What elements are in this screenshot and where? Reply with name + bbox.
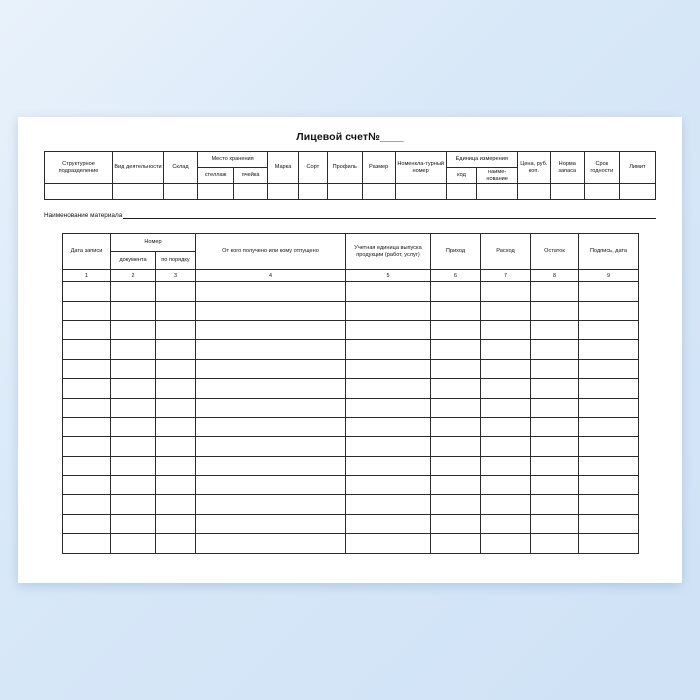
table-cell[interactable] xyxy=(579,282,639,301)
header-attributes-table xyxy=(44,151,656,200)
material-name-label: Наименование материала xyxy=(44,212,123,220)
table-cell[interactable] xyxy=(196,534,346,553)
table-cell[interactable] xyxy=(346,417,431,436)
table-cell[interactable] xyxy=(346,456,431,475)
header-blank-cell xyxy=(446,184,477,200)
table-row[interactable] xyxy=(63,301,639,320)
table-cell[interactable] xyxy=(196,379,346,398)
table-cell[interactable] xyxy=(156,282,196,301)
table-cell[interactable] xyxy=(111,340,156,359)
table-cell[interactable] xyxy=(346,476,431,495)
col-grade: Сорт xyxy=(298,152,327,184)
table-cell[interactable] xyxy=(579,320,639,339)
table-cell[interactable] xyxy=(111,534,156,553)
table-cell[interactable] xyxy=(531,417,579,436)
table-row[interactable] xyxy=(63,340,639,359)
table-cell[interactable] xyxy=(156,534,196,553)
table-row[interactable] xyxy=(63,476,639,495)
table-cell[interactable] xyxy=(63,320,111,339)
table-cell[interactable] xyxy=(111,398,156,417)
header-blank-cell xyxy=(362,184,395,200)
table-cell[interactable] xyxy=(63,301,111,320)
table-cell[interactable] xyxy=(63,417,111,436)
col-income: Приход xyxy=(431,234,481,270)
table-cell[interactable] xyxy=(481,379,531,398)
colnum-6: 6 xyxy=(431,270,481,282)
colnum-5: 5 xyxy=(346,270,431,282)
col-unit-code: код xyxy=(446,168,477,184)
table-cell[interactable] xyxy=(156,398,196,417)
table-cell[interactable] xyxy=(196,301,346,320)
document-sheet xyxy=(18,117,682,583)
col-brand: Марка xyxy=(268,152,299,184)
table-row[interactable] xyxy=(63,282,639,301)
table-cell[interactable] xyxy=(346,340,431,359)
table-cell[interactable] xyxy=(111,417,156,436)
table-row[interactable] xyxy=(63,534,639,553)
table-cell[interactable] xyxy=(579,340,639,359)
table-cell[interactable] xyxy=(531,340,579,359)
header-blank-cell xyxy=(327,184,362,200)
table-cell[interactable] xyxy=(346,398,431,417)
colnum-3: 3 xyxy=(156,270,196,282)
table-cell[interactable] xyxy=(63,514,111,533)
table-cell[interactable] xyxy=(531,359,579,378)
table-cell[interactable] xyxy=(431,398,481,417)
col-activity-type: Вид деятельности xyxy=(113,152,164,184)
table-cell[interactable] xyxy=(346,282,431,301)
table-cell[interactable] xyxy=(481,301,531,320)
col-size: Размер xyxy=(362,152,395,184)
table-cell[interactable] xyxy=(481,320,531,339)
table-cell[interactable] xyxy=(531,398,579,417)
table-cell[interactable] xyxy=(111,379,156,398)
table-cell[interactable] xyxy=(196,340,346,359)
table-row[interactable] xyxy=(63,417,639,436)
col-storage-cell: ячейка xyxy=(234,168,268,184)
col-number-group: Номер xyxy=(111,234,196,252)
table-cell[interactable] xyxy=(63,379,111,398)
table-cell[interactable] xyxy=(63,282,111,301)
table-cell[interactable] xyxy=(531,320,579,339)
table-cell[interactable] xyxy=(156,437,196,456)
table-cell[interactable] xyxy=(579,379,639,398)
table-cell[interactable] xyxy=(346,495,431,514)
table-cell[interactable] xyxy=(579,476,639,495)
header-blank-cell xyxy=(164,184,198,200)
header-blank-row xyxy=(45,184,656,200)
ledger-column-numbers-row xyxy=(63,270,639,282)
ledger-header-row-top xyxy=(63,234,639,252)
ledger-table-wrapper xyxy=(62,233,656,553)
colnum-8: 8 xyxy=(531,270,579,282)
col-accounting-unit: Учетная единица выпуска продукции (работ, услуг) xyxy=(346,234,431,270)
table-cell[interactable] xyxy=(481,437,531,456)
col-price: Цена, руб. коп. xyxy=(517,152,550,184)
table-cell[interactable] xyxy=(196,398,346,417)
table-row[interactable] xyxy=(63,456,639,475)
table-cell[interactable] xyxy=(63,398,111,417)
table-cell[interactable] xyxy=(431,320,481,339)
table-cell[interactable] xyxy=(156,379,196,398)
col-unit-of-measure: Единица измерения xyxy=(446,152,517,168)
table-cell[interactable] xyxy=(156,340,196,359)
col-shelf-life: Срок годности xyxy=(584,152,619,184)
table-cell[interactable] xyxy=(346,301,431,320)
table-cell[interactable] xyxy=(346,379,431,398)
table-cell[interactable] xyxy=(579,456,639,475)
table-cell[interactable] xyxy=(346,437,431,456)
col-from-whom-to-whom: От кого получено или кому отпущено xyxy=(196,234,346,270)
table-cell[interactable] xyxy=(579,417,639,436)
table-cell[interactable] xyxy=(196,417,346,436)
table-cell[interactable] xyxy=(63,359,111,378)
table-cell[interactable] xyxy=(431,282,481,301)
table-cell[interactable] xyxy=(111,282,156,301)
colnum-4: 4 xyxy=(196,270,346,282)
table-row[interactable] xyxy=(63,437,639,456)
colnum-2: 2 xyxy=(111,270,156,282)
table-cell[interactable] xyxy=(346,534,431,553)
table-cell[interactable] xyxy=(111,495,156,514)
table-cell[interactable] xyxy=(579,514,639,533)
table-cell[interactable] xyxy=(156,476,196,495)
table-cell[interactable] xyxy=(481,476,531,495)
table-cell[interactable] xyxy=(481,495,531,514)
table-cell[interactable] xyxy=(481,340,531,359)
header-blank-cell xyxy=(45,184,113,200)
material-name-line xyxy=(44,212,656,219)
table-cell[interactable] xyxy=(481,398,531,417)
table-cell[interactable] xyxy=(481,534,531,553)
table-cell[interactable] xyxy=(196,359,346,378)
header-row-top xyxy=(45,152,656,168)
table-cell[interactable] xyxy=(531,437,579,456)
colnum-1: 1 xyxy=(63,270,111,282)
table-cell[interactable] xyxy=(481,417,531,436)
col-nomenclature-number: Номенкла-турный номер xyxy=(395,152,446,184)
header-blank-cell xyxy=(517,184,550,200)
table-cell[interactable] xyxy=(579,534,639,553)
table-row[interactable] xyxy=(63,359,639,378)
table-cell[interactable] xyxy=(156,301,196,320)
table-cell[interactable] xyxy=(111,514,156,533)
header-blank-cell xyxy=(268,184,299,200)
header-blank-cell xyxy=(395,184,446,200)
col-unit-name: наиме-нование xyxy=(477,168,517,184)
table-cell[interactable] xyxy=(196,476,346,495)
header-blank-cell xyxy=(550,184,584,200)
col-storage-rack: стеллаж xyxy=(198,168,234,184)
col-document-number: документа xyxy=(111,252,156,270)
col-warehouse: Склад xyxy=(164,152,198,184)
table-cell[interactable] xyxy=(431,476,481,495)
ledger-body xyxy=(63,282,639,553)
table-cell[interactable] xyxy=(531,495,579,514)
table-cell[interactable] xyxy=(111,320,156,339)
header-blank-cell xyxy=(234,184,268,200)
table-cell[interactable] xyxy=(111,456,156,475)
material-name-rule[interactable] xyxy=(123,212,656,219)
table-cell[interactable] xyxy=(63,495,111,514)
table-cell[interactable] xyxy=(156,320,196,339)
table-cell[interactable] xyxy=(156,514,196,533)
table-cell[interactable] xyxy=(481,359,531,378)
table-cell[interactable] xyxy=(531,514,579,533)
table-cell[interactable] xyxy=(481,456,531,475)
header-blank-cell xyxy=(113,184,164,200)
table-cell[interactable] xyxy=(63,456,111,475)
header-blank-cell xyxy=(477,184,517,200)
col-stock-norm: Норма запаса xyxy=(550,152,584,184)
table-cell[interactable] xyxy=(579,495,639,514)
col-structural-unit: Структурное подразделение xyxy=(45,152,113,184)
table-cell[interactable] xyxy=(531,476,579,495)
colnum-7: 7 xyxy=(481,270,531,282)
col-balance: Остаток xyxy=(531,234,579,270)
table-row[interactable] xyxy=(63,320,639,339)
table-row[interactable] xyxy=(63,514,639,533)
table-cell[interactable] xyxy=(111,359,156,378)
table-cell[interactable] xyxy=(579,437,639,456)
table-cell[interactable] xyxy=(196,437,346,456)
table-cell[interactable] xyxy=(196,456,346,475)
table-cell[interactable] xyxy=(431,379,481,398)
table-cell[interactable] xyxy=(481,282,531,301)
col-record-date: Дата записи xyxy=(63,234,111,270)
colnum-9: 9 xyxy=(579,270,639,282)
table-cell[interactable] xyxy=(63,340,111,359)
table-cell[interactable] xyxy=(196,282,346,301)
col-signature-date: Подпись, дата xyxy=(579,234,639,270)
col-storage-place: Место хранения xyxy=(198,152,268,168)
table-cell[interactable] xyxy=(196,320,346,339)
header-blank-cell xyxy=(619,184,655,200)
table-cell[interactable] xyxy=(579,359,639,378)
table-cell[interactable] xyxy=(196,495,346,514)
col-sequence-number: по порядку xyxy=(156,252,196,270)
table-row[interactable] xyxy=(63,495,639,514)
table-cell[interactable] xyxy=(346,514,431,533)
table-cell[interactable] xyxy=(196,514,346,533)
header-blank-cell xyxy=(298,184,327,200)
table-cell[interactable] xyxy=(531,456,579,475)
table-cell[interactable] xyxy=(531,534,579,553)
table-cell[interactable] xyxy=(346,359,431,378)
table-cell[interactable] xyxy=(579,301,639,320)
page-title: Лицевой счет№____ xyxy=(296,131,404,143)
header-blank-cell xyxy=(198,184,234,200)
table-cell[interactable] xyxy=(579,398,639,417)
table-cell[interactable] xyxy=(63,437,111,456)
table-cell[interactable] xyxy=(431,340,481,359)
table-cell[interactable] xyxy=(156,456,196,475)
table-cell[interactable] xyxy=(63,476,111,495)
table-cell[interactable] xyxy=(431,437,481,456)
table-cell[interactable] xyxy=(431,534,481,553)
table-cell[interactable] xyxy=(431,359,481,378)
document-content xyxy=(44,131,656,554)
col-profile: Профиль xyxy=(327,152,362,184)
table-cell[interactable] xyxy=(431,514,481,533)
table-row[interactable] xyxy=(63,379,639,398)
table-cell[interactable] xyxy=(156,359,196,378)
header-blank-cell xyxy=(584,184,619,200)
table-cell[interactable] xyxy=(63,534,111,553)
table-cell[interactable] xyxy=(431,456,481,475)
table-cell[interactable] xyxy=(431,301,481,320)
table-cell[interactable] xyxy=(531,282,579,301)
table-cell[interactable] xyxy=(346,320,431,339)
table-cell[interactable] xyxy=(431,417,481,436)
ledger-table xyxy=(62,233,639,553)
col-limit: Лимит xyxy=(619,152,655,184)
table-cell[interactable] xyxy=(111,476,156,495)
table-cell[interactable] xyxy=(431,495,481,514)
table-cell[interactable] xyxy=(156,495,196,514)
table-cell[interactable] xyxy=(111,437,156,456)
table-cell[interactable] xyxy=(111,301,156,320)
table-cell[interactable] xyxy=(531,301,579,320)
table-cell[interactable] xyxy=(481,514,531,533)
table-row[interactable] xyxy=(63,398,639,417)
col-expense: Расход xyxy=(481,234,531,270)
table-cell[interactable] xyxy=(531,379,579,398)
table-cell[interactable] xyxy=(156,417,196,436)
